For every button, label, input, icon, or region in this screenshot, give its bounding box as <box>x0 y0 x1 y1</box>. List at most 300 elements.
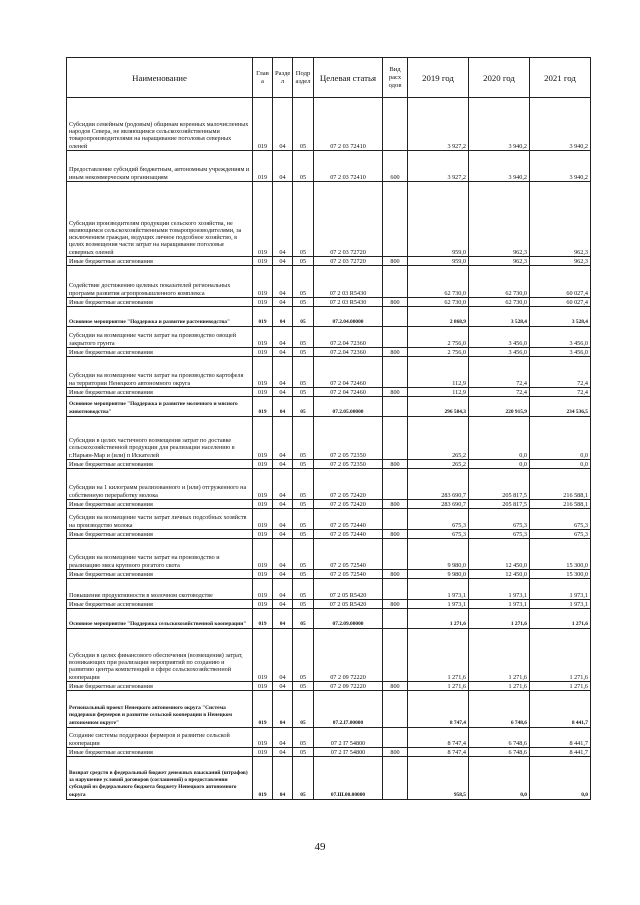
row-2019: 959,0 <box>408 257 469 266</box>
row-target: 07 2 05 72440 <box>314 509 383 530</box>
row-target: 07.2.05.00000 <box>314 397 383 417</box>
row-razdel: 04 <box>273 182 293 257</box>
table-row <box>67 327 591 348</box>
table-row <box>67 757 591 800</box>
row-razdel: 04 <box>273 748 293 757</box>
row-2019: 3 927,2 <box>408 151 469 182</box>
row-glava: 019 <box>253 357 273 388</box>
row-name: Иные бюджетные ассигнования <box>67 388 253 397</box>
row-name: Иные бюджетные ассигнования <box>67 570 253 579</box>
row-2020: 3 456,0 <box>469 348 530 357</box>
row-2019: 958,5 <box>408 757 469 800</box>
table-row <box>67 257 591 266</box>
row-target: 07 2 05 72350 <box>314 417 383 460</box>
row-glava: 019 <box>253 98 273 151</box>
row-vid <box>383 728 408 748</box>
header-target: Целевая статья <box>314 58 383 98</box>
table-row <box>67 728 591 748</box>
row-razdel: 04 <box>273 530 293 539</box>
row-2021: 675,3 <box>530 509 591 530</box>
row-2021: 60 027,4 <box>530 266 591 298</box>
row-target: 07.2.04 72360 <box>314 348 383 357</box>
row-podrazdel: 05 <box>293 298 314 307</box>
row-2021: 216 588,1 <box>530 500 591 509</box>
table-row <box>67 509 591 530</box>
row-target: 07.2.I7.00000 <box>314 691 383 728</box>
row-2020: 205 817,5 <box>469 469 530 500</box>
row-2019: 9 980,0 <box>408 539 469 570</box>
row-glava: 019 <box>253 397 273 417</box>
row-razdel: 04 <box>273 397 293 417</box>
row-target: 07.Ш.00.00000 <box>314 757 383 800</box>
table-row <box>67 98 591 151</box>
row-name: Основное мероприятие "Поддержка и развитие молочного и мясного животноводства" <box>67 397 253 417</box>
table-header-row <box>67 58 591 98</box>
row-2019: 112,9 <box>408 357 469 388</box>
row-target: 07 2 I7 54800 <box>314 728 383 748</box>
row-vid <box>383 357 408 388</box>
row-vid: 800 <box>383 348 408 357</box>
row-name: Иные бюджетные ассигнования <box>67 348 253 357</box>
row-2020: 1 271,6 <box>469 682 530 691</box>
table-row <box>67 530 591 539</box>
row-razdel: 04 <box>273 327 293 348</box>
row-2020: 12 450,0 <box>469 570 530 579</box>
row-name: Иные бюджетные ассигнования <box>67 530 253 539</box>
row-razdel: 04 <box>273 348 293 357</box>
row-razdel: 04 <box>273 691 293 728</box>
header-razdel: Разде л <box>273 58 293 98</box>
row-2021: 1 271,6 <box>530 682 591 691</box>
row-razdel: 04 <box>273 600 293 609</box>
row-glava: 019 <box>253 460 273 469</box>
row-vid <box>383 397 408 417</box>
row-target: 07 2 09 72220 <box>314 682 383 691</box>
table-row <box>67 691 591 728</box>
row-razdel: 04 <box>273 469 293 500</box>
row-glava: 019 <box>253 570 273 579</box>
row-2021: 3 528,4 <box>530 307 591 327</box>
row-2019: 265,2 <box>408 417 469 460</box>
row-2021: 1 973,1 <box>530 600 591 609</box>
row-target: 07 2 05 72350 <box>314 460 383 469</box>
budget-table-sheet <box>66 57 590 800</box>
row-podrazdel: 05 <box>293 600 314 609</box>
row-podrazdel: 05 <box>293 757 314 800</box>
row-name: Иные бюджетные ассигнования <box>67 460 253 469</box>
row-podrazdel: 05 <box>293 509 314 530</box>
row-2021: 8 441,7 <box>530 728 591 748</box>
row-podrazdel: 05 <box>293 579 314 600</box>
row-2020: 3 940,2 <box>469 98 530 151</box>
row-2021: 234 536,5 <box>530 397 591 417</box>
row-vid <box>383 327 408 348</box>
row-razdel: 04 <box>273 539 293 570</box>
row-glava: 019 <box>253 298 273 307</box>
row-2019: 675,3 <box>408 530 469 539</box>
row-name: Предоставление субсидий бюджетным, автономным учреждениям и иным некоммерческим организациям <box>67 151 253 182</box>
row-vid: 800 <box>383 530 408 539</box>
row-2021: 1 973,1 <box>530 579 591 600</box>
row-2021: 3 940,2 <box>530 151 591 182</box>
row-vid <box>383 182 408 257</box>
row-vid <box>383 579 408 600</box>
row-2021: 962,3 <box>530 257 591 266</box>
row-vid <box>383 266 408 298</box>
row-razdel: 04 <box>273 629 293 682</box>
row-target: 07 2 04 72460 <box>314 357 383 388</box>
row-2020: 3 528,4 <box>469 307 530 327</box>
table-row <box>67 397 591 417</box>
header-2019: 2019 год <box>408 58 469 98</box>
row-razdel: 04 <box>273 682 293 691</box>
row-2020: 3 456,0 <box>469 327 530 348</box>
row-2020: 0,0 <box>469 460 530 469</box>
row-podrazdel: 05 <box>293 748 314 757</box>
row-target: 07 2 04 72460 <box>314 388 383 397</box>
row-razdel: 04 <box>273 728 293 748</box>
row-razdel: 04 <box>273 266 293 298</box>
row-2020: 205 817,5 <box>469 500 530 509</box>
row-name: Субсидии на возмещение части затрат личных подсобных хозяйств на производство молока <box>67 509 253 530</box>
row-razdel: 04 <box>273 357 293 388</box>
row-2021: 8 441,7 <box>530 748 591 757</box>
table-row <box>67 600 591 609</box>
row-2020: 72,4 <box>469 357 530 388</box>
row-2019: 8 747,4 <box>408 728 469 748</box>
row-2019: 1 271,6 <box>408 609 469 629</box>
row-vid: 800 <box>383 460 408 469</box>
header-podrazdel: Подр аздел <box>293 58 314 98</box>
row-razdel: 04 <box>273 388 293 397</box>
row-name: Иные бюджетные ассигнования <box>67 257 253 266</box>
row-vid: 800 <box>383 682 408 691</box>
row-target: 07 2 05 72420 <box>314 469 383 500</box>
row-2020: 962,3 <box>469 257 530 266</box>
row-name: Иные бюджетные ассигнования <box>67 600 253 609</box>
row-name: Субсидии на возмещение части затрат на производство картофеля на территории Ненецкого автономного округа <box>67 357 253 388</box>
row-podrazdel: 05 <box>293 469 314 500</box>
table-row <box>67 570 591 579</box>
row-vid: 800 <box>383 388 408 397</box>
table-row <box>67 388 591 397</box>
row-2021: 675,3 <box>530 530 591 539</box>
row-podrazdel: 05 <box>293 539 314 570</box>
table-row <box>67 266 591 298</box>
table-row <box>67 629 591 682</box>
row-glava: 019 <box>253 307 273 327</box>
row-vid: 600 <box>383 151 408 182</box>
row-razdel: 04 <box>273 298 293 307</box>
row-name: Субсидии в целях частичного возмещения затрат по доставке сельскохозяйственной продукции для реализации населению в г.Нарьян-Мар и (или) п Искателей <box>67 417 253 460</box>
row-2021: 3 456,0 <box>530 348 591 357</box>
row-2021: 0,0 <box>530 460 591 469</box>
row-glava: 019 <box>253 257 273 266</box>
row-name: Субсидии на возмещение части затрат на производство овощей закрытого грунта <box>67 327 253 348</box>
row-vid <box>383 629 408 682</box>
header-name: Наименование <box>67 58 253 98</box>
row-glava: 019 <box>253 757 273 800</box>
row-2020: 6 748,6 <box>469 748 530 757</box>
row-target: 07 2 09 72220 <box>314 629 383 682</box>
row-target: 07 2 03 R5430 <box>314 266 383 298</box>
row-podrazdel: 05 <box>293 307 314 327</box>
table-row <box>67 500 591 509</box>
row-2020: 1 271,6 <box>469 629 530 682</box>
row-vid: 800 <box>383 500 408 509</box>
row-2020: 675,3 <box>469 509 530 530</box>
row-name: Основное мероприятие "Поддержка и развитие растениеводства" <box>67 307 253 327</box>
row-2020: 72,4 <box>469 388 530 397</box>
row-podrazdel: 05 <box>293 327 314 348</box>
row-2021: 962,3 <box>530 182 591 257</box>
row-podrazdel: 05 <box>293 691 314 728</box>
row-glava: 019 <box>253 348 273 357</box>
row-razdel: 04 <box>273 460 293 469</box>
row-vid: 800 <box>383 257 408 266</box>
row-podrazdel: 05 <box>293 682 314 691</box>
row-2020: 62 730,0 <box>469 266 530 298</box>
row-razdel: 04 <box>273 500 293 509</box>
row-2020: 220 915,9 <box>469 397 530 417</box>
row-2021: 15 300,0 <box>530 570 591 579</box>
row-glava: 019 <box>253 388 273 397</box>
row-name: Иные бюджетные ассигнования <box>67 298 253 307</box>
row-podrazdel: 05 <box>293 609 314 629</box>
row-podrazdel: 05 <box>293 397 314 417</box>
row-name: Основное мероприятие "Поддержка сельскохозяйственной кооперации" <box>67 609 253 629</box>
row-name: Региональный проект Ненецкого автономного округа "Система поддержки фермеров и развитие сельской кооперации в Ненецком автономном округе" <box>67 691 253 728</box>
row-podrazdel: 05 <box>293 357 314 388</box>
row-target: 07.2.09.00000 <box>314 609 383 629</box>
row-2019: 1 973,1 <box>408 579 469 600</box>
row-glava: 019 <box>253 629 273 682</box>
row-target: 07 2 05 72540 <box>314 539 383 570</box>
row-glava: 019 <box>253 600 273 609</box>
row-2021: 1 271,6 <box>530 629 591 682</box>
row-glava: 019 <box>253 691 273 728</box>
row-glava: 019 <box>253 748 273 757</box>
row-name: Возврат средств в федеральный бюджет денежных взысканий (штрафов) за нарушение условий договоров (соглашений) о предоставлении субсидий из федерального бюджета бюджету Ненецкого автономного округа <box>67 757 253 800</box>
row-vid <box>383 539 408 570</box>
row-name: Повышение продуктивности в молочном скотоводстве <box>67 579 253 600</box>
row-target: 07 2 05 72440 <box>314 530 383 539</box>
row-2021: 3 456,0 <box>530 327 591 348</box>
row-2019: 8 747,4 <box>408 748 469 757</box>
table-row <box>67 579 591 600</box>
table-row <box>67 357 591 388</box>
row-target: 07 2 05 R5420 <box>314 579 383 600</box>
row-2021: 216 588,1 <box>530 469 591 500</box>
row-name: Содействие достижению целевых показателей региональных программ развития агропромышленного комплекса <box>67 266 253 298</box>
row-razdel: 04 <box>273 151 293 182</box>
budget-table <box>66 57 591 800</box>
table-row <box>67 469 591 500</box>
row-vid: 800 <box>383 748 408 757</box>
row-name: Субсидии производителям продукции сельского хозяйства, не являющимся сельскохозяйственными товаропроизводителями, за исключением граждан, ведущих личное подсобное хозяйство, в целях возмещения части затрат на наращивание поголовья северных оленей <box>67 182 253 257</box>
page-number: 49 <box>314 841 326 853</box>
row-2019: 283 690,7 <box>408 500 469 509</box>
row-2020: 3 940,2 <box>469 151 530 182</box>
row-2019: 959,0 <box>408 182 469 257</box>
row-podrazdel: 05 <box>293 500 314 509</box>
row-2019: 62 730,0 <box>408 298 469 307</box>
row-2020: 12 450,0 <box>469 539 530 570</box>
row-podrazdel: 05 <box>293 151 314 182</box>
row-2019: 265,2 <box>408 460 469 469</box>
row-target: 07 2 I7 54800 <box>314 748 383 757</box>
row-razdel: 04 <box>273 417 293 460</box>
row-2020: 6 748,6 <box>469 691 530 728</box>
row-2021: 1 271,6 <box>530 609 591 629</box>
row-glava: 019 <box>253 151 273 182</box>
row-name: Иные бюджетные ассигнования <box>67 682 253 691</box>
row-vid: 800 <box>383 298 408 307</box>
row-2019: 1 973,1 <box>408 600 469 609</box>
row-glava: 019 <box>253 469 273 500</box>
row-2019: 112,9 <box>408 388 469 397</box>
row-target: 07 2 03 72410 <box>314 98 383 151</box>
row-2020: 1 271,6 <box>469 609 530 629</box>
row-podrazdel: 05 <box>293 629 314 682</box>
row-vid: 800 <box>383 570 408 579</box>
row-glava: 019 <box>253 539 273 570</box>
row-2019: 675,3 <box>408 509 469 530</box>
row-2021: 72,4 <box>530 388 591 397</box>
row-podrazdel: 05 <box>293 348 314 357</box>
row-razdel: 04 <box>273 509 293 530</box>
header-2020: 2020 год <box>469 58 530 98</box>
row-2021: 60 027,4 <box>530 298 591 307</box>
row-vid <box>383 509 408 530</box>
table-row <box>67 417 591 460</box>
row-2019: 9 980,0 <box>408 570 469 579</box>
row-glava: 019 <box>253 417 273 460</box>
row-podrazdel: 05 <box>293 388 314 397</box>
row-target: 07 2 03 72720 <box>314 257 383 266</box>
row-podrazdel: 05 <box>293 728 314 748</box>
row-podrazdel: 05 <box>293 460 314 469</box>
row-podrazdel: 05 <box>293 570 314 579</box>
row-2020: 1 973,1 <box>469 600 530 609</box>
row-podrazdel: 05 <box>293 266 314 298</box>
table-row <box>67 539 591 570</box>
row-2019: 8 747,4 <box>408 691 469 728</box>
row-2019: 1 271,6 <box>408 682 469 691</box>
row-2019: 283 690,7 <box>408 469 469 500</box>
table-row <box>67 460 591 469</box>
table-row <box>67 151 591 182</box>
table-body <box>67 98 591 800</box>
header-glava: Глав а <box>253 58 273 98</box>
table-row <box>67 182 591 257</box>
row-2019: 62 730,0 <box>408 266 469 298</box>
row-2021: 0,0 <box>530 757 591 800</box>
row-glava: 019 <box>253 182 273 257</box>
row-2020: 0,0 <box>469 757 530 800</box>
row-podrazdel: 05 <box>293 530 314 539</box>
row-vid <box>383 469 408 500</box>
header-vid: Вид расх одов <box>383 58 408 98</box>
row-podrazdel: 05 <box>293 182 314 257</box>
row-2021: 8 441,7 <box>530 691 591 728</box>
row-razdel: 04 <box>273 609 293 629</box>
row-target: 07.2.04.00000 <box>314 307 383 327</box>
table-row <box>67 748 591 757</box>
row-glava: 019 <box>253 579 273 600</box>
row-vid <box>383 417 408 460</box>
row-target: 07 2 03 72410 <box>314 151 383 182</box>
row-2021: 72,4 <box>530 357 591 388</box>
row-2019: 2 868,9 <box>408 307 469 327</box>
row-vid <box>383 307 408 327</box>
row-podrazdel: 05 <box>293 417 314 460</box>
row-glava: 019 <box>253 327 273 348</box>
row-name: Субсидии семейным (родовым) общинам коренных малочисленных народов Севера, не являющимся сельскохозяйственными товаропроизводителями на наращивание поголовья северных оленей <box>67 98 253 151</box>
header-2021: 2021 год <box>530 58 591 98</box>
row-name: Субсидии на возмещение части затрат на производство и реализацию мяса крупного рогатого скота <box>67 539 253 570</box>
row-razdel: 04 <box>273 579 293 600</box>
row-name: Субсидии в целях финансового обеспечения (возмещения) затрат, возникающих при реализации мероприятий по созданию и развитию центра компетенций в сфере сельскохозяйственной кооперации <box>67 629 253 682</box>
row-2019: 2 756,0 <box>408 348 469 357</box>
row-name: Иные бюджетные ассигнования <box>67 500 253 509</box>
row-glava: 019 <box>253 266 273 298</box>
row-target: 07.2.04 72360 <box>314 327 383 348</box>
row-target: 07 2 03 R5430 <box>314 298 383 307</box>
row-2021: 15 300,0 <box>530 539 591 570</box>
row-target: 07 2 03 72720 <box>314 182 383 257</box>
table-row <box>67 348 591 357</box>
row-name: Создание системы поддержки фермеров и развитие сельской кооперации <box>67 728 253 748</box>
row-2020: 1 973,1 <box>469 579 530 600</box>
row-glava: 019 <box>253 682 273 691</box>
row-razdel: 04 <box>273 757 293 800</box>
row-2020: 6 748,6 <box>469 728 530 748</box>
row-name: Субсидии на 1 килограмм реализованного и (или) отгруженного на собственную переработку молока <box>67 469 253 500</box>
row-podrazdel: 05 <box>293 98 314 151</box>
row-vid <box>383 98 408 151</box>
row-razdel: 04 <box>273 98 293 151</box>
row-2020: 675,3 <box>469 530 530 539</box>
row-2019: 2 756,0 <box>408 327 469 348</box>
row-vid <box>383 609 408 629</box>
row-glava: 019 <box>253 530 273 539</box>
row-2020: 62 730,0 <box>469 298 530 307</box>
row-glava: 019 <box>253 728 273 748</box>
row-2020: 962,3 <box>469 182 530 257</box>
row-vid <box>383 691 408 728</box>
row-vid: 800 <box>383 600 408 609</box>
row-glava: 019 <box>253 509 273 530</box>
row-podrazdel: 05 <box>293 257 314 266</box>
row-glava: 019 <box>253 609 273 629</box>
row-razdel: 04 <box>273 257 293 266</box>
row-razdel: 04 <box>273 307 293 327</box>
row-glava: 019 <box>253 500 273 509</box>
table-row <box>67 307 591 327</box>
row-razdel: 04 <box>273 570 293 579</box>
row-target: 07 2 05 72540 <box>314 570 383 579</box>
table-row <box>67 298 591 307</box>
row-2019: 296 584,3 <box>408 397 469 417</box>
table-row <box>67 682 591 691</box>
row-2019: 3 927,2 <box>408 98 469 151</box>
row-2020: 0,0 <box>469 417 530 460</box>
row-vid <box>383 757 408 800</box>
row-name: Иные бюджетные ассигнования <box>67 748 253 757</box>
row-2019: 1 271,6 <box>408 629 469 682</box>
table-row <box>67 609 591 629</box>
